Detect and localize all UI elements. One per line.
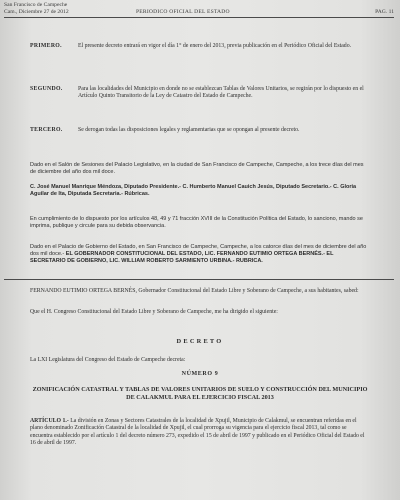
- header-page-number: PAG. 11: [375, 9, 394, 15]
- page-header-left: [4, 2, 69, 15]
- transitorio-label: PRIMERO.: [30, 43, 62, 49]
- transitorio-primero: [30, 43, 370, 50]
- dado-palacio-text: Dado en el Palacio de Gobierno del Estado, en San Francisco de Campeche, Campeche, a los catorce días del mes de diciembre del año dos mil doce.-: [30, 244, 367, 257]
- header-periodical-title: PERIODICO OFICIAL DEL ESTADO: [136, 9, 230, 15]
- article-1-text: La división en Zonas y Sectores Catastrales de la localidad de Xpujil, Municipio de Calakmul, se encuentran referidas en el plano denominado Zonificación Catastral de la localidad de Xpujil, el cual prorroga su vigencia para el ejercicio fiscal 2013, tal como se encuentra establecido por el artículo 1 del decreto número 273, expedido el 15 de abril de 1997 y publicado en el Periódico Oficial del Estado el 16 de abril de 1997.: [30, 418, 365, 447]
- governor-signatures: EL GOBERNADOR CONSTITUCIONAL DEL ESTADO, LIC. FERNANDO EUTIMIO ORTEGA BERNÉS.- EL SECRETARIO DE GOBIERNO, LIC. WILLIAM ROBERTO SARMIENTO URBINA.- RUBRICA.: [30, 251, 334, 264]
- decree-number: NÚMERO 9: [181, 371, 219, 377]
- transitorio-text: El presente decreto entrará en vigor el día 1° de enero del 2013, previa publicación en el Periódico Oficial del Estado.: [78, 43, 352, 49]
- dado-palacio-paragraph: [30, 244, 370, 265]
- transitorio-label: SEGUNDO.: [30, 86, 63, 92]
- article-1: [30, 418, 370, 448]
- transitorio-label: TERCERO.: [30, 127, 63, 133]
- transitorio-text: Para las localidades del Municipio en donde no se establezcan Tablas de Valores Unitarios, se regirán por lo dispuesto en el Artículo Quinto Transitorio de la Ley de Catastro del Estado de Campeche.: [78, 86, 364, 100]
- transitorio-tercero: [30, 127, 370, 134]
- legislature-line: La LXI Legislatura del Congreso del Estado de Campeche decreta:: [30, 357, 186, 363]
- decree-que: Que el H. Congreso Constitucional del Estado Libre y Soberano de Campeche, me ha dirigido el siguiente:: [30, 309, 278, 315]
- header-city: San Francisco de Campeche: [4, 2, 68, 8]
- dado-salon-paragraph: Dado en el Salón de Sesiones del Palacio Legislativo, en la ciudad de San Francisco de Campeche, Campeche, a los trece días del mes de diciembre del año dos mil doce.: [30, 162, 364, 175]
- decree-title: DECRETO: [176, 338, 224, 345]
- congress-signatures: C. José Manuel Manrique Méndoza, Diputado Presidente.- C. Humberto Manuel Cauich Jesús, Diputado Secretario.- C. Gloria Aguilar de Ita, Diputada Secretaria.- Rúbricas.: [30, 184, 357, 197]
- header-date: Cam., Diciembre 27 de 2012: [4, 8, 69, 15]
- section-rule: [4, 279, 394, 280]
- decree-intro: FERNANDO EUTIMIO ORTEGA BERNÉS, Gobernador Constitucional del Estado Libre y Soberano de Campeche, a sus habitantes, sabed:: [30, 288, 359, 294]
- transitorio-text: Se derogan todas las disposiciones legales y reglamentarias que se opongan al presente decreto.: [78, 127, 300, 133]
- article-1-label: ARTÍCULO 1.-: [30, 418, 69, 424]
- transitorio-segundo: [30, 86, 370, 101]
- zonificacion-title: ZONIFICACIÓN CATASTRAL Y TABLAS DE VALORES UNITARIOS DE SUELO Y CONSTRUCCIÓN DEL MUNICIPIO DE CALAKMUL PARA EL EJERCICIO FISCAL 2013: [32, 386, 368, 401]
- cumplimiento-paragraph: En cumplimiento de lo dispuesto por los artículos 48, 49 y 71 fracción XVIII de la Constitución Política del Estado, lo sanciono, mando se imprima, publique y circule para su debida observancia.: [30, 216, 363, 229]
- header-rule: [4, 17, 394, 18]
